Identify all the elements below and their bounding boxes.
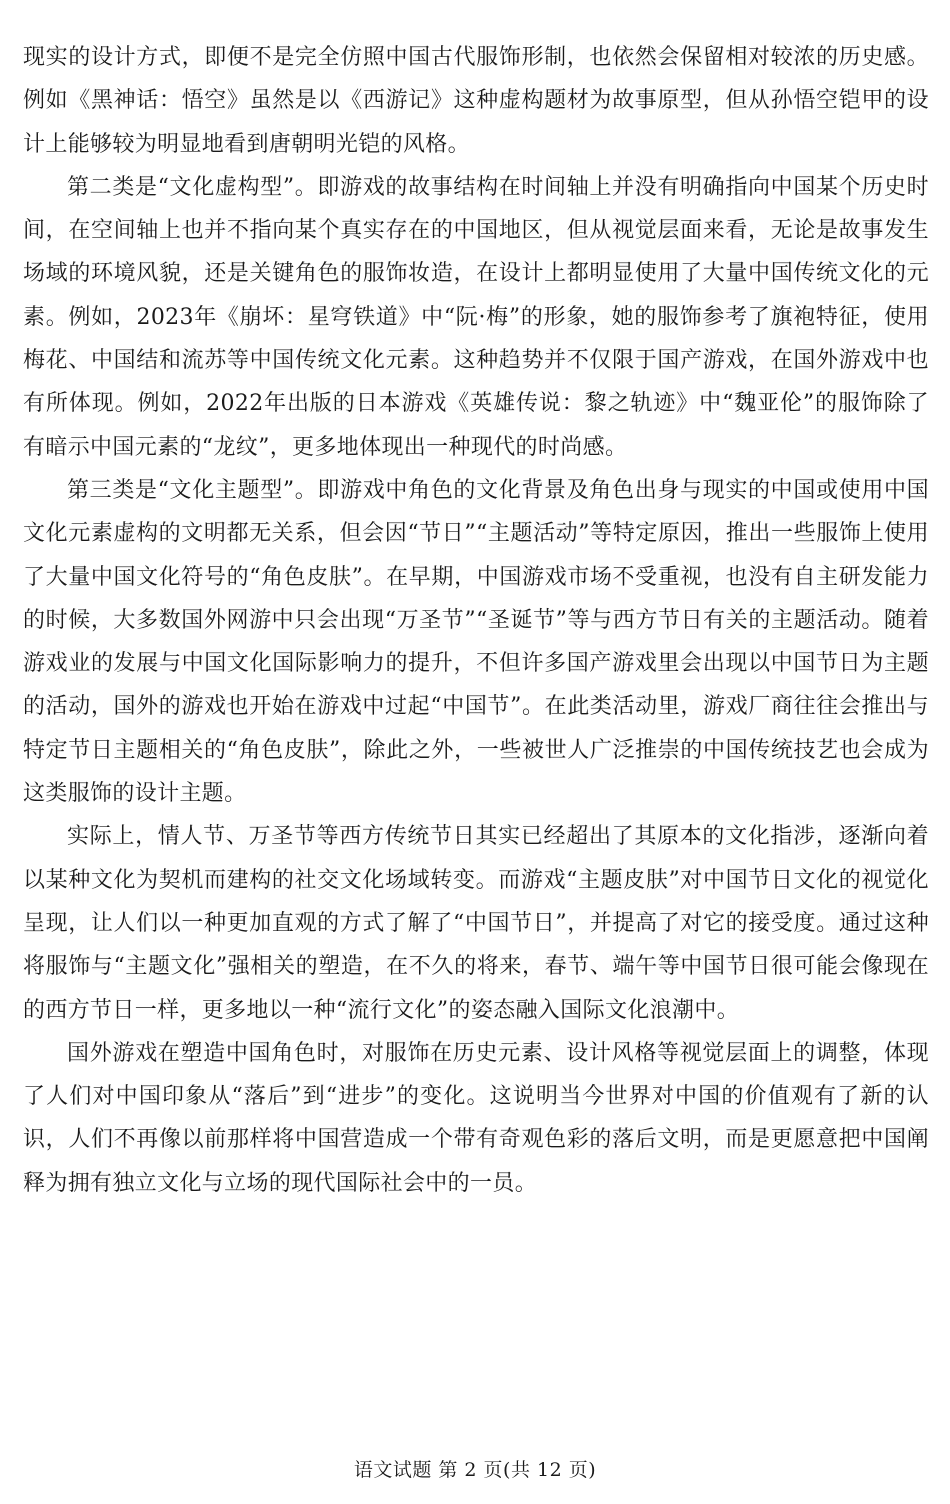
page-footer: 语文试题 第 2 页(共 12 页) [353, 1459, 597, 1481]
article-body [23, 36, 929, 1205]
paragraph-cultural-fiction-type: 第二类是“文化虚构型”。即游戏的故事结构在时间轴上并没有明确指向中国某个历史时间，在空间轴上也并不指向某个真实存在的中国地区，但从视觉层面来看，无论是故事发生场域的环境风貌，还是关键角色的服饰妆造，在设计上都明显使用了大量中国传统文化的元素。例如，2023年《崩坏：星穹铁道》中“阮·梅”的形象，她的服饰参考了旗袍特征，使用梅花、中国结和流苏等中国传统文化元素。这种趋势并不仅限于国产游戏，在国外游戏中也有所体现。例如，2022年出版的日本游戏《英雄传说：黎之轨迹》中“魏亚伦”的服饰除了有暗示中国元素的“龙纹”，更多地体现出一种现代的时尚感。 [23, 174, 929, 460]
paragraph-continued: 现实的设计方式，即便不是完全仿照中国古代服饰形制，也依然会保留相对较浓的历史感。例如《黑神话：悟空》虽然是以《西游记》这种虚构题材为故事原型，但从孙悟空铠甲的设计上能够较为明显地看到唐朝明光铠的风格。 [23, 45, 929, 157]
paragraph-conclusion: 国外游戏在塑造中国角色时，对服饰在历史元素、设计风格等视觉层面上的调整，体现了人们对中国印象从“落后”到“进步”的变化。这说明当今世界对中国的价值观有了新的认识，人们不再像以前那样将中国营造成一个带有奇观色彩的落后文明，而是更愿意把中国阐释为拥有独立文化与立场的现代国际社会中的一员。 [23, 1040, 929, 1196]
paragraph-cultural-theme-type: 第三类是“文化主题型”。即游戏中角色的文化背景及角色出身与现实的中国或使用中国文化元素虚构的文明都无关系，但会因“节日”“主题活动”等特定原因，推出一些服饰上使用了大量中国文化符号的“角色皮肤”。在早期，中国游戏市场不受重视，也没有自主研发能力的时候，大多数国外网游中只会出现“万圣节”“圣诞节”等与西方节日有关的主题活动。随着游戏业的发展与中国文化国际影响力的提升，不但许多国产游戏里会出现以中国节日为主题的活动，国外的游戏也开始在游戏中过起“中国节”。在此类活动里，游戏厂商往往会推出与特定节日主题相关的“角色皮肤”，除此之外，一些被世人广泛推崇的中国传统技艺也会成为这类服饰的设计主题。 [23, 477, 929, 807]
paragraph-western-festivals: 实际上，情人节、万圣节等西方传统节日其实已经超出了其原本的文化指涉，逐渐向着以某种文化为契机而建构的社交文化场域转变。而游戏“主题皮肤”对中国节日文化的视觉化呈现，让人们以一种更加直观的方式了解了“中国节日”，并提高了对它的接受度。通过这种将服饰与“主题文化”强相关的塑造，在不久的将来，春节、端午等中国节日很可能会像现在的西方节日一样，更多地以一种“流行文化”的姿态融入国际文化浪潮中。 [23, 824, 929, 1023]
